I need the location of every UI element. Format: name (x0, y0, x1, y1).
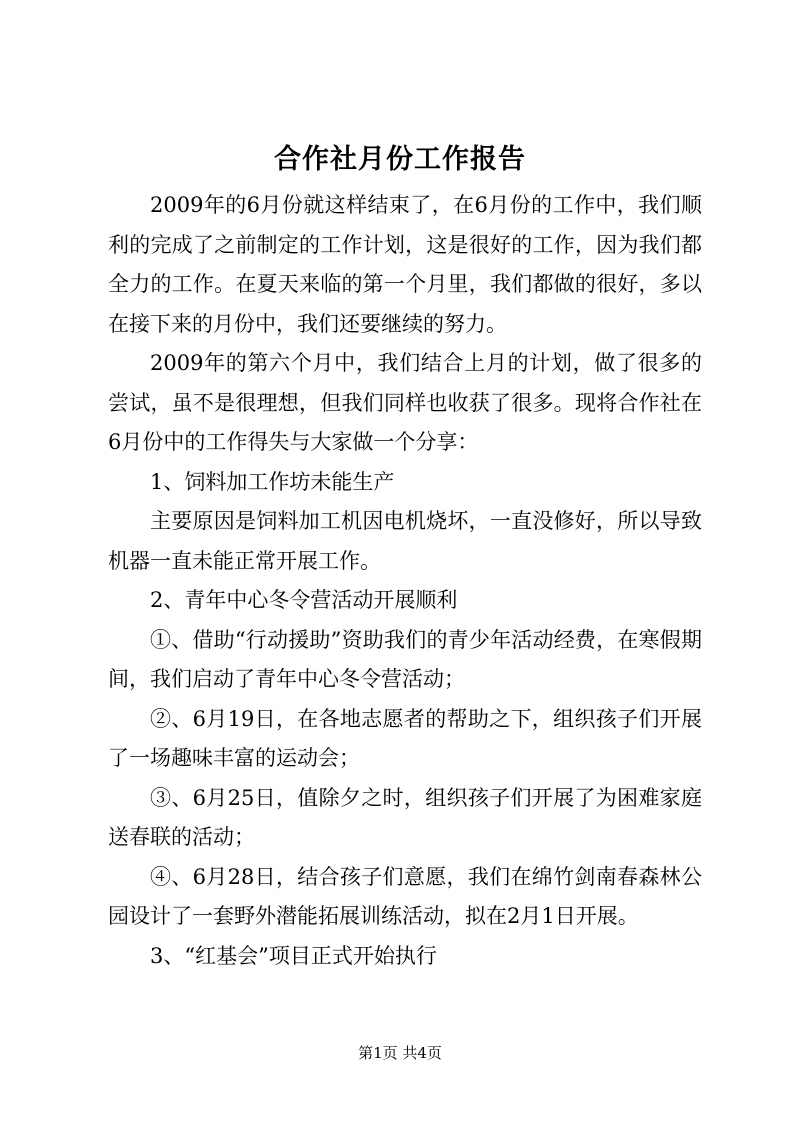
paragraph-section-1: 主要原因是饲料加工机因电机烧坏，一直没修好，所以导致机器一直未能正常开展工作。 (108, 509, 702, 573)
list-item-4: ④、6月28日，结合孩子们意愿，我们在绵竹剑南春森林公园设计了一套野外潜能拓展训练活动，拟在2月1日开展。 (108, 864, 702, 928)
paragraph-intro: 2009年的6月份就这样结束了，在6月份的工作中，我们顺利的完成了之前制定的工作计划，这是很好的工作，因为我们都全力的工作。在夏天来临的第一个月里，我们都做的很好，多以在接下来的月份中，我们还要继续的努力。 (108, 193, 702, 336)
section-heading-1: 1、饲料加工作坊未能生产 (150, 469, 395, 494)
document-title: 合作社月份工作报告 (274, 144, 526, 175)
list-item-3: ③、6月25日，值除夕之时，组织孩子们开展了为困难家庭送春联的活动； (108, 785, 702, 849)
section-heading-2: 2、青年中心冬令营活动开展顺利 (150, 588, 458, 612)
section-heading-3: 3、“红基会”项目正式开始执行 (150, 943, 437, 968)
list-item-1: ①、借助“行动援助”资助我们的青少年活动经费，在寒假期间，我们启动了青年中心冬令营活动； (108, 627, 702, 691)
list-item-2: ②、6月19日，在各地志愿者的帮助之下，组织孩子们开展了一场趣味丰富的运动会； (108, 706, 702, 770)
paragraph-summary: 2009年的第六个月中，我们结合上月的计划，做了很多的尝试，虽不是很理想，但我们同样也收获了很多。现将合作社在6月份中的工作得失与大家做一个分享： (108, 351, 702, 454)
document-body (108, 186, 702, 976)
page-footer: 第1页 共4页 (358, 1044, 442, 1062)
